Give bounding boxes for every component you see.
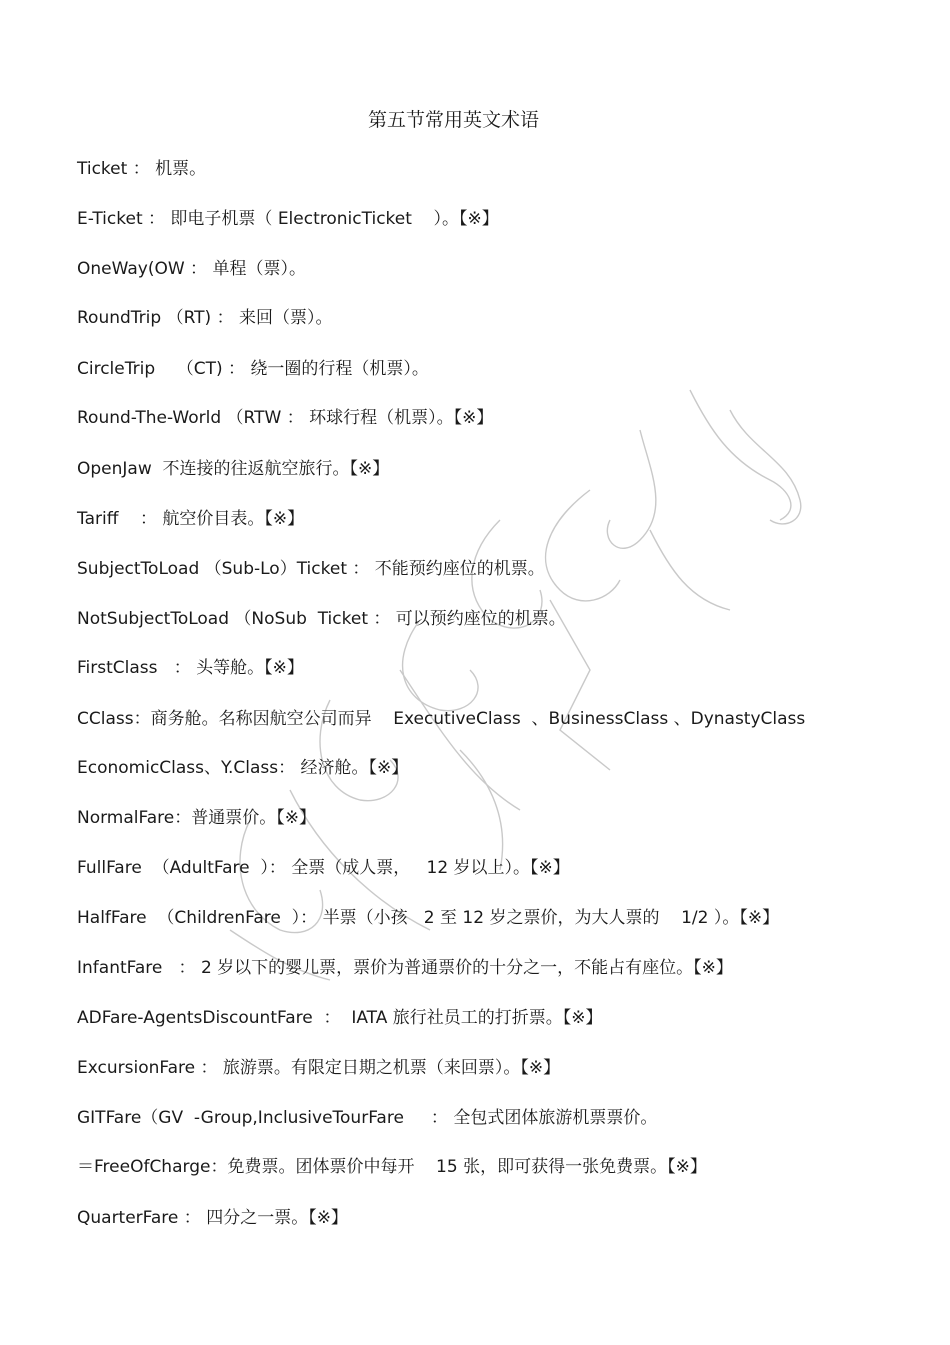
term-line-round-the-world: Round-The-World （RTW ： 环球行程（机票）。【※】: [77, 408, 494, 428]
term-line-circle-trip: CircleTrip （CT) ： 绕一圈的行程（机票）。: [77, 359, 429, 379]
term-line-git-fare: GITFare（GV -Group,InclusiveTourFare ： 全包式团体旅游机票票价。: [77, 1108, 658, 1128]
term-line-c-class: CClass：商务舱。名称因航空公司而异 ExecutiveClass 、BusinessClass 、DynastyClass: [77, 709, 806, 729]
term-line-first-class: FirstClass ： 头等舱。【※】: [77, 658, 304, 678]
term-line-free-of-charge: ＝FreeOfCharge：免费票。团体票价中每开 15 张，即可获得一张免费票。【※】: [77, 1157, 707, 1177]
term-line-infant-fare: InfantFare ： 2 岁以下的婴儿票，票价为普通票价的十分之一，不能占有座位。【※】: [77, 958, 733, 978]
term-line-tariff: Tariff ： 航空价目表。【※】: [77, 509, 305, 529]
term-line-normal-fare: NormalFare：普通票价。【※】: [77, 808, 316, 828]
term-line-e-ticket: E-Ticket ： 即电子机票（ ElectronicTicket ）。【※】: [77, 209, 499, 229]
term-line-open-jaw: OpenJaw 不连接的往返航空旅行。【※】: [77, 459, 390, 479]
term-line-economic-class: EconomicClass、Y.Class： 经济舱。【※】: [77, 758, 409, 778]
term-line-excursion-fare: ExcursionFare ： 旅游票。有限定日期之机票（来回票）。【※】: [77, 1058, 561, 1078]
term-line-one-way: OneWay(OW ： 单程（票）。: [77, 259, 306, 279]
page-title: 第五节常用英文术语: [367, 109, 539, 131]
term-line-full-fare: FullFare （AdultFare ）： 全票（成人票， 12 岁以上）。【※】: [77, 858, 570, 878]
term-line-quarter-fare: QuarterFare ： 四分之一票。【※】: [77, 1208, 348, 1228]
term-line-half-fare: HalfFare （ChildrenFare ）： 半票（小孩 2 至 12 岁之票价，为大人票的 1/2 ）。【※】: [77, 908, 780, 928]
term-line-ticket: Ticket ： 机票。: [77, 159, 207, 179]
term-line-not-subject-to-load: NotSubjectToLoad （NoSub Ticket ： 可以预约座位的机票。: [77, 609, 566, 629]
term-line-ad-fare: ADFare-AgentsDiscountFare ： IATA 旅行社员工的打折票。【※】: [77, 1008, 603, 1028]
term-line-subject-to-load: SubjectToLoad （Sub-Lo）Ticket ： 不能预约座位的机票。: [77, 559, 545, 579]
term-line-round-trip: RoundTrip （RT) ： 来回（票）。: [77, 308, 333, 328]
